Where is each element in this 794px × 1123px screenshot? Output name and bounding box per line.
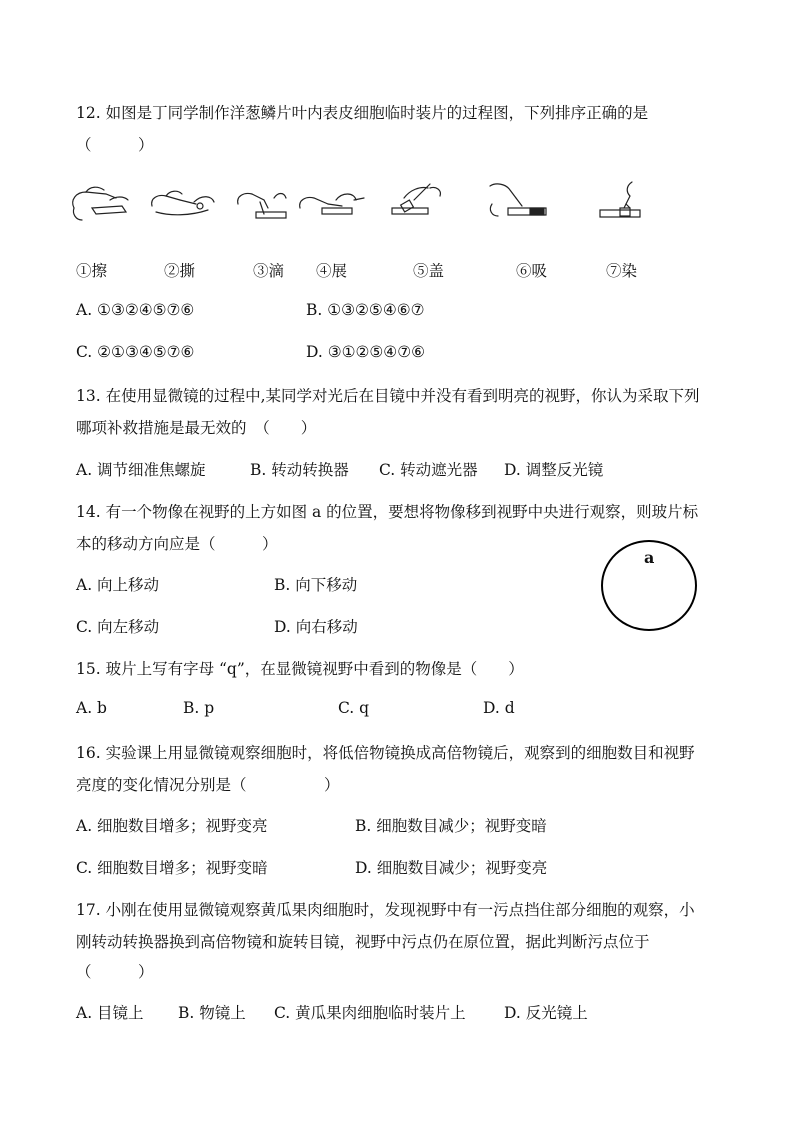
q12-step-2: ②撕 [164, 262, 196, 280]
q12-stem-line2: （ ） [76, 136, 154, 154]
q13-option-b[interactable]: B. 转动转换器 [250, 461, 349, 479]
q16-stem-line1: 16. 实验课上用显微镜观察细胞时，将低倍物镜换成高倍物镜后，观察到的细胞数目和视野 [76, 744, 695, 762]
q15-stem-line1: 15. 玻片上写有字母 “q”，在显微镜视野中看到的物像是（ ） [76, 660, 524, 678]
q17-stem-line1: 17. 小刚在使用显微镜观察黄瓜果肉细胞时，发现视野中有一污点挡住部分细胞的观察，小 [76, 901, 695, 919]
step-drip-figure [238, 193, 286, 218]
q12-stem-line1: 12. 如图是丁同学制作洋葱鳞片叶内表皮细胞临时装片的过程图，下列排序正确的是 [76, 104, 649, 122]
q14-stem-line1: 14. 有一个物像在视野的上方如图 a 的位置，要想将物像移到视野中央进行观察，则玻片标 [76, 503, 699, 521]
q14-option-b[interactable]: B. 向下移动 [274, 576, 358, 594]
q16-option-d[interactable]: D. 细胞数目减少；视野变亮 [355, 859, 548, 877]
q14-option-d[interactable]: D. 向右移动 [274, 618, 358, 636]
q12-step-3: ③滴 [253, 262, 285, 280]
q13-option-a[interactable]: A. 调节细准焦螺旋 [76, 461, 206, 479]
step-absorb-figure [490, 184, 546, 216]
q12-step-4: ④展 [316, 262, 348, 280]
q16-stem-line2: 亮度的变化情况分别是（ ） [76, 776, 340, 794]
q12-step-7: ⑦染 [606, 262, 638, 280]
q17-option-c[interactable]: C. 黄瓜果肉细胞临时装片上 [274, 1004, 466, 1022]
q15-option-b[interactable]: B. p [183, 699, 215, 717]
q12-procedure-illustration [66, 178, 658, 226]
step-wipe-figure [73, 187, 128, 220]
q16-option-b[interactable]: B. 细胞数目减少；视野变暗 [355, 817, 547, 835]
q16-option-a[interactable]: A. 细胞数目增多；视野变亮 [76, 817, 268, 835]
q13-stem-line1: 13. 在使用显微镜的过程中,某同学对光后在目镜中并没有看到明亮的视野，你认为采取下列 [76, 387, 700, 405]
q14-figure-label: a [644, 548, 655, 567]
q16-option-c[interactable]: C. 细胞数目增多；视野变暗 [76, 859, 268, 877]
q14-option-c[interactable]: C. 向左移动 [76, 618, 160, 636]
q13-option-d[interactable]: D. 调整反光镜 [504, 461, 604, 479]
q13-option-c[interactable]: C. 转动遮光器 [379, 461, 478, 479]
step-spread-figure [300, 194, 364, 214]
q17-stem-line3: （ ） [76, 963, 154, 981]
q17-stem-line2: 刚转动转换器换到高倍物镜和旋转目镜，视野中污点仍在原位置，据此判断污点位于 [76, 933, 650, 951]
q12-step-5: ⑤盖 [413, 262, 445, 280]
q17-option-d[interactable]: D. 反光镜上 [504, 1004, 588, 1022]
q17-option-b[interactable]: B. 物镜上 [178, 1004, 246, 1022]
q14-option-a[interactable]: A. 向上移动 [76, 576, 160, 594]
q17-option-a[interactable]: A. 目镜上 [76, 1004, 144, 1022]
q13-stem-line2: 哪项补救措施是最无效的 （ ） [76, 419, 317, 437]
q12-option-d[interactable]: D. ③①②⑤④⑦⑥ [306, 343, 425, 361]
q12-option-c[interactable]: C. ②①③④⑤⑦⑥ [76, 343, 195, 361]
step-peel-figure [152, 191, 214, 215]
q15-option-d[interactable]: D. d [483, 699, 515, 717]
q12-option-a[interactable]: A. ①③②④⑤⑦⑥ [76, 301, 195, 319]
step-cover-figure [392, 184, 440, 214]
q14-stem-line2: 本的移动方向应是（ ） [76, 535, 278, 553]
q12-step-1: ①擦 [76, 262, 108, 280]
step-stain-figure [600, 182, 640, 217]
q12-step-6: ⑥吸 [516, 262, 548, 280]
q15-option-a[interactable]: A. b [76, 699, 107, 717]
q15-option-c[interactable]: C. q [338, 699, 370, 717]
q12-option-b[interactable]: B. ①③②⑤④⑥⑦ [306, 301, 425, 319]
